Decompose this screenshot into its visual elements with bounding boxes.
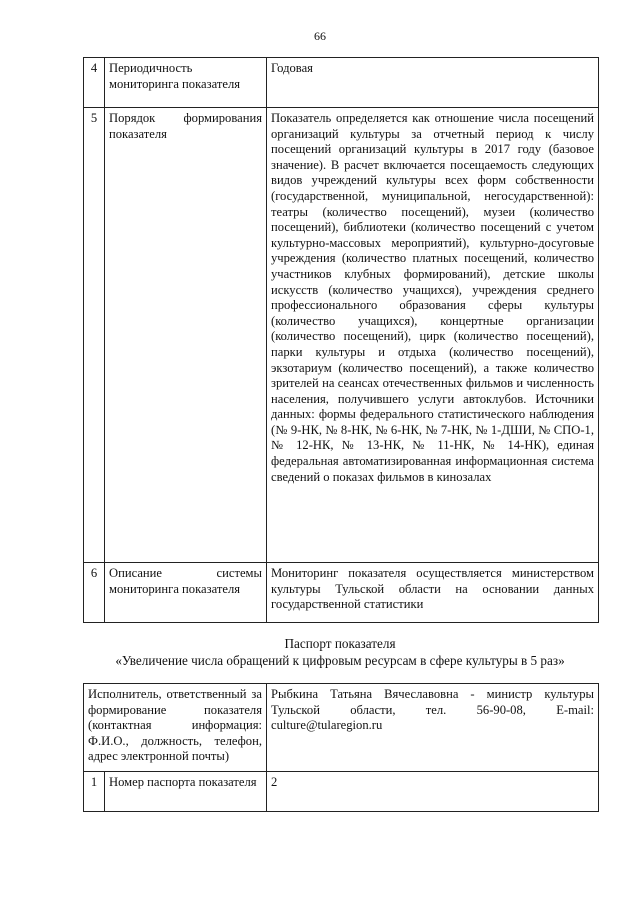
passport-table (83, 683, 599, 812)
page-number: 66 (314, 29, 326, 43)
row-number: 1 (84, 772, 105, 812)
table-row (84, 563, 599, 623)
table-row (84, 58, 599, 108)
passport-title: Паспорт показателя (284, 636, 396, 651)
table-row (84, 108, 599, 563)
row-label: Порядок формирования показателя (105, 108, 267, 563)
passport-subtitle: «Увеличение числа обращений к цифровым ресурсам в сфере культуры в 5 раз» (115, 653, 565, 668)
row-label: Номер паспорта показателя (105, 772, 267, 812)
executor-value: Рыбкина Татьяна Вячеславовна - министр культуры Тульской области, тел. 56-90-08, E-mail: culture@tularegion.ru (267, 684, 599, 772)
row-value: Показатель определяется как отношение числа посещений организаций культуры за отчетный период к числу посещений организаций культуры в 2017 году (базовое значение). В расчет включается посещаемость следующих видов учреждений культуры всех форм собственности (государственной, муниципальной, негосударственной): театры (количество посещений), музеи (количество посещений), библиотеки (количество посещений с учетом культурно-массовых мероприятий), культурно-досуговые учреждения (количество платных посещений, количество участников клубных формирований), детские школы искусств (количество учащихся), учреждения среднего профессионального образования сферы культуры (количество учащихся), концертные организации (количество посещений), цирк (количество посещений), парки культуры и отдыха (количество посещений), экзотариум (количество посещений), а также количество зрителей на сеансах отечественных фильмов и численность населения, получившего услуги автоклубов. Источники данных: формы федерального статистического наблюдения (№ 9-НК, № 8-НК, № 6-НК, № 7-НК, № 1-ДШИ, № СПО-1, № 12-НК, № 13-НК, № 11-НК, № 14-НК), единая федеральная автоматизированная информационная система сведений о показах фильмов в кинозалах (267, 108, 599, 563)
indicator-details-table (83, 57, 599, 623)
row-number: 5 (84, 108, 105, 563)
table-row (84, 772, 599, 812)
row-value: 2 (267, 772, 599, 812)
row-number: 6 (84, 563, 105, 623)
row-value: Мониторинг показателя осуществляется министерством культуры Тульской области на основании данных государственной статистики (267, 563, 599, 623)
row-number: 4 (84, 58, 105, 108)
executor-label: Исполнитель, ответственный за формирование показателя (контактная информация: Ф.И.О., должность, телефон, адрес электронной почты) (84, 684, 267, 772)
table-row (84, 684, 599, 772)
row-value: Годовая (267, 58, 599, 108)
row-label: Описание системы мониторинга показателя (105, 563, 267, 623)
row-label: Периодичность мониторинга показателя (105, 58, 267, 108)
